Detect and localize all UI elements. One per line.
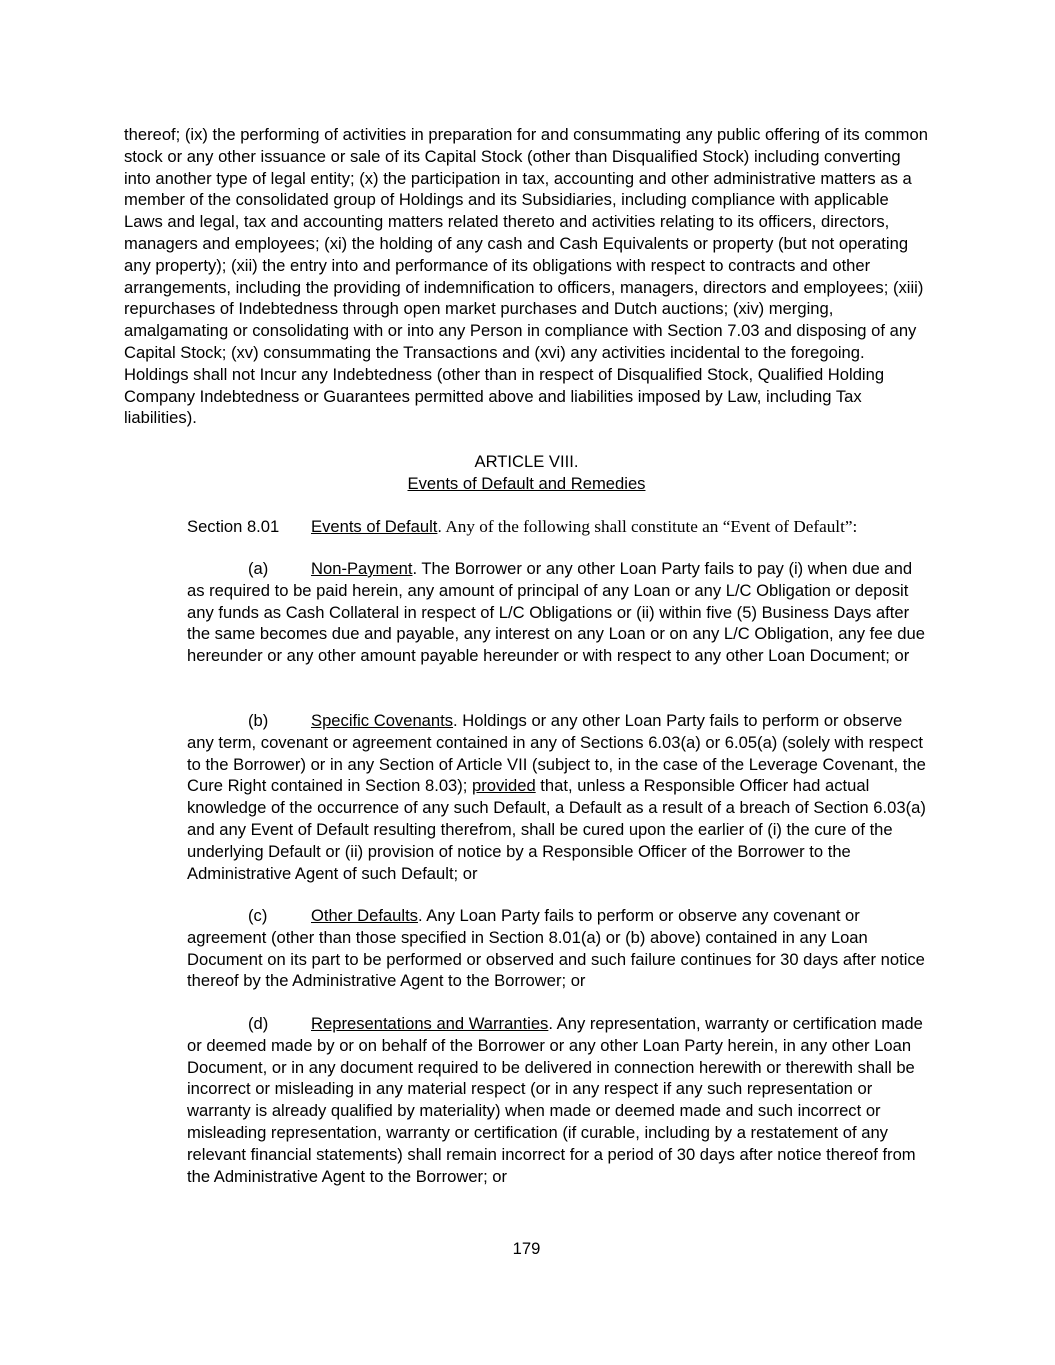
clause-text-continued: that, unless a Responsible Officer had actual knowledge of the occurrence of any such Default, a Default as a result of a breach of Section 6.03(a) and any Event of Default resulting therefrom, shall be cured upon the earlier of (i) the cure of the underlying Default or (ii) provision of notice by a Responsible Officer of the Borrower to the Administrative Agent of such Default; or [187, 776, 926, 883]
clause-title: Non-Payment [311, 559, 413, 578]
page-number: 179 [512, 1239, 541, 1258]
clause-label: (a) [248, 559, 269, 578]
article-title [124, 473, 929, 495]
section-text: Any of the following shall constitute an “Event of Default”: [442, 517, 858, 536]
clause-c [187, 905, 929, 992]
section-title: Events of Default [311, 517, 438, 536]
article-number: ARTICLE VIII. [474, 452, 579, 471]
clause-label: (b) [248, 711, 269, 730]
clause-text: . The Borrower or any other Loan Party fails to pay (i) when due and as required to be paid herein, any amount of principal of any Loan or any L/C Obligation or deposit any funds as Cash Collateral in respect of L/C Obligations or (ii) within five (5) Business Days after the same becomes due and payable, any interest on any Loan or on any L/C Obligation, any fee due hereunder or any other amount payable hereunder or with respect to any other Loan Document; or [187, 559, 925, 666]
clause-text: . Holdings or any other Loan Party fails to perform or observe any term, covenant or agreement contained in any of Sections 6.03(a) or 6.05(a) (solely with respect to the Borrower) or in any Section of Article VII (subject to, in the case of the Leverage Covenant, the Cure Right contained in Section 8.03); [187, 711, 926, 796]
clause-text: . Any Loan Party fails to perform or observe any covenant or agreement (other than those specified in Section 8.01(a) or (b) above) contained in any Loan Document on its part to be performed or observed and such failure continues for 30 days after notice thereof by the Administrative Agent to the Borrower; or [187, 906, 925, 991]
section-8-01-heading [187, 516, 947, 538]
clause-b [187, 710, 929, 884]
provided-term: provided [472, 776, 536, 796]
clause-title: Specific Covenants [311, 711, 454, 730]
clause-text: . Any representation, warranty or certification made or deemed made by or on behalf of the Borrower or any other Loan Party herein, in any other Loan Document, or in any document required to be delivered in connection herewith or therewith shall be incorrect or misleading in any material respect (or in any respect if any such representation or warranty is already qualified by materiality) when made or deemed made and such incorrect or misleading representation, warranty or certification (if curable, including by a restatement of any relevant financial statements) shall remain incorrect for a period of 30 days after notice thereof from the Administrative Agent to the Borrower; or [187, 1014, 923, 1186]
clause-label: (c) [248, 906, 268, 925]
clause-label: (d) [248, 1014, 269, 1033]
clause-title: Representations and Warranties [311, 1014, 549, 1033]
section-number: Section 8.01 [187, 517, 280, 536]
section-title-period: . [437, 517, 442, 536]
intro-paragraph: thereof; (ix) the performing of activities in preparation for and consummating any public offering of its common stock or any other issuance or sale of its Capital Stock (other than Disqualified Stock) including converting into another type of legal entity; (x) the participation in tax, accounting and other administrative matters as a member of the consolidated group of Holdings and its Subsidiaries, including compliance with applicable Laws and legal, tax and accounting matters related thereto and activities relating to its officers, directors, managers and employees; (xi) the holding of any cash and Cash Equivalents or property (but not operating any property); (xii) the entry into and performance of its obligations with respect to contracts and other arrangements, including the providing of indemnification to officers, managers, directors and employees; (xiii) repurchases of Indebtedness through open market purchases and Dutch auctions; (xiv) merging, amalgamating or consolidating with or into any Person in compliance with Section 7.03 and disposing of any Capital Stock; (xv) consummating the Transactions and (xvi) any activities incidental to the foregoing. Holdings shall not Incur any Indebtedness (other than in respect of Disqualified Stock, Qualified Holding Company Indebtedness or Guarantees permitted above and liabilities imposed by Law, including Tax liabilities). [124, 125, 928, 428]
clause-a [187, 558, 929, 667]
clause-title: Other Defaults [311, 906, 418, 925]
article-title-text: Events of Default and Remedies [407, 474, 646, 493]
clause-d [187, 1013, 929, 1187]
